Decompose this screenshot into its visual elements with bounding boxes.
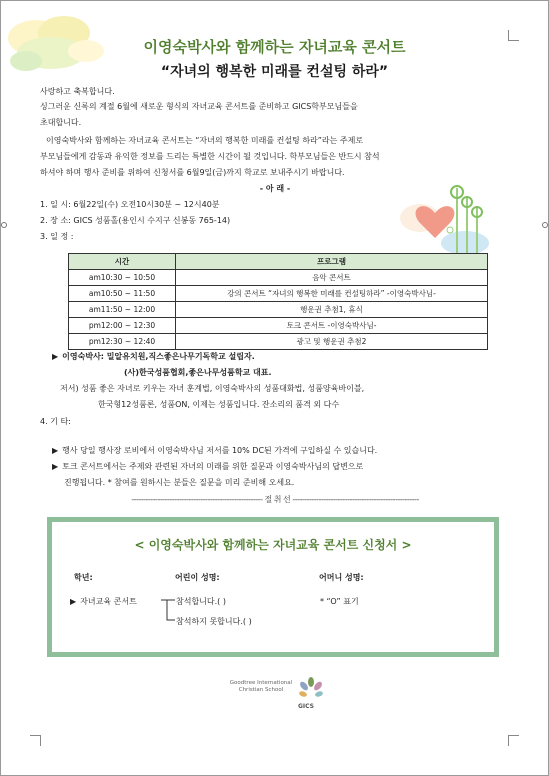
grade-label: 학년:: [74, 573, 93, 582]
table-row: [69, 334, 488, 350]
concert-label: 자녀교육 콘서트: [80, 597, 137, 606]
triangle-bullet-icon: ▶: [70, 597, 77, 606]
etc-line-1: [52, 443, 522, 459]
intro-line-2: 초대합니다.: [40, 118, 82, 127]
attend-option[interactable]: 참석합니다.( ): [176, 597, 226, 606]
profile-line-2: (사)한국성품협회,좋은나무성품학교 대표.: [124, 368, 272, 377]
table-header-program: 프로그램: [176, 254, 488, 270]
crop-mark-bottom-left: [30, 735, 41, 746]
bracket-connector-icon: [161, 594, 177, 624]
logo-text-line-2: Christian School: [238, 687, 284, 693]
table-row: [69, 286, 488, 302]
child-name-label: 어린이 성명:: [175, 573, 220, 582]
table-row: [69, 270, 488, 286]
table-row: [69, 302, 488, 318]
application-form: [47, 517, 499, 657]
profile-line-1-text: 이영숙박사: 밀알유치원,직스좋은나무기독학교 설립자.: [62, 352, 255, 361]
etc-line-1-text: 행사 당일 행사장 로비에서 이영숙박사님 저서를 10% DC된 가격에 구입하실 수 있습니다.: [62, 446, 378, 455]
greeting-text: 사랑하고 축복합니다.: [40, 87, 115, 96]
etc-line-3: 진행됩니다. * 참여를 원하시는 분들은 질문을 미리 준비해 오세요.: [64, 478, 295, 487]
etc-line-2-text: 토크 콘서트에서는 주제와 관련된 자녀의 미래를 위한 질문과 이영숙박사님의 답변으로: [62, 462, 364, 471]
table-cell-time: pm12:30 ~ 12:40: [69, 334, 176, 350]
table-cell-time: pm12:00 ~ 12:30: [69, 318, 176, 334]
not-attend-option[interactable]: 참석하지 못합니다.( ): [176, 617, 252, 626]
logo-text-line-1: Goodtree International: [229, 680, 293, 686]
cut-line: ------------------------------------------------------- 절 취 선 -----------------------------------------------------: [131, 495, 419, 504]
triangle-bullet-icon: ▶: [52, 446, 59, 455]
mark-note: * “O” 표기: [320, 597, 359, 606]
logo-acronym: GICS: [298, 703, 314, 710]
table-cell-program: 행운권 추첨1, 휴식: [176, 302, 488, 318]
profile-line-3: 저서) 성품 좋은 자녀로 키우는 자녀 훈계법, 이영숙박사의 성품대화법, 성품양육바이블,: [60, 384, 365, 393]
page-edge-marker-right: [542, 222, 548, 228]
profile-line-4: 한국형12성품론, 성품ON, 이제는 성품입니다. 잔소리의 품격 외 다수: [98, 400, 340, 409]
table-cell-program: 토크 콘서트 -이영숙박사님-: [176, 318, 488, 334]
table-cell-time: am10:50 ~ 11:50: [69, 286, 176, 302]
etc-line-2: [52, 459, 522, 475]
page-subtitle: “자녀의 행복한 미래를 컨설팅 하라”: [160, 64, 389, 80]
logo-text: [226, 680, 296, 694]
table-cell-program: 음악 콘서트: [176, 270, 488, 286]
table-row: [69, 318, 488, 334]
table-header-row: [69, 254, 488, 270]
program-table: [68, 253, 488, 350]
table-cell-time: am10:30 ~ 10:50: [69, 270, 176, 286]
profile-line-1: [52, 349, 522, 365]
intro-line-1: 싱그러운 신록의 계절 6월에 새로운 형식의 자녀교육 콘서트를 준비하고 GICS학부모님들을: [40, 102, 358, 111]
description-line-3: 하셔야 하며 행사 준비를 위하여 신청서를 6월9일(금)까지 학교로 보내주시기 바랍니다.: [40, 168, 345, 177]
event-schedule-label: 3. 일 정 :: [40, 232, 74, 241]
page-title: 이영숙박사와 함께하는 자녀교육 콘서트: [143, 38, 406, 56]
triangle-bullet-icon: ▶: [52, 462, 59, 471]
table-cell-program: 강의 콘서트 “자녀의 행복한 미래를 컨설팅하라” -이영숙박사님-: [176, 286, 488, 302]
description-line-1: 이영숙박사와 함께하는 자녀교육 콘서트는 “자녀의 행복한 미래를 컨설팅 하라”라는 주제로: [46, 136, 364, 145]
event-date: 1. 일 시: 6월22일(수) 오전10시30분 ~ 12시40분: [40, 200, 220, 209]
application-form-inner: [58, 528, 488, 646]
crop-mark-bottom-right: [508, 735, 519, 746]
table-cell-time: am11:50 ~ 12:00: [69, 302, 176, 318]
description-line-2: 부모님들에게 감동과 유익한 정보를 드리는 특별한 시간이 될 것입니다. 학부모님들은 반드시 참석: [40, 152, 380, 161]
triangle-bullet-icon: ▶: [52, 352, 59, 361]
concert-option: [70, 596, 137, 607]
tree-logo-icon: [298, 676, 324, 702]
event-location: 2. 장 소: GICS 성품홀(용인시 수지구 신봉동 765-14): [40, 216, 231, 225]
page-edge-marker-left: [1, 222, 7, 228]
table-cell-program: 광고 및 행운권 추첨2: [176, 334, 488, 350]
mother-name-label: 어머니 성명:: [319, 573, 364, 582]
notice-heading: - 아 래 -: [259, 184, 291, 193]
form-title: < 이영숙박사와 함께하는 자녀교육 콘서트 신청서 >: [134, 538, 412, 552]
table-header-time: 시간: [69, 254, 176, 270]
school-logo: [226, 676, 336, 716]
etc-label: 4. 기 타:: [40, 417, 71, 426]
